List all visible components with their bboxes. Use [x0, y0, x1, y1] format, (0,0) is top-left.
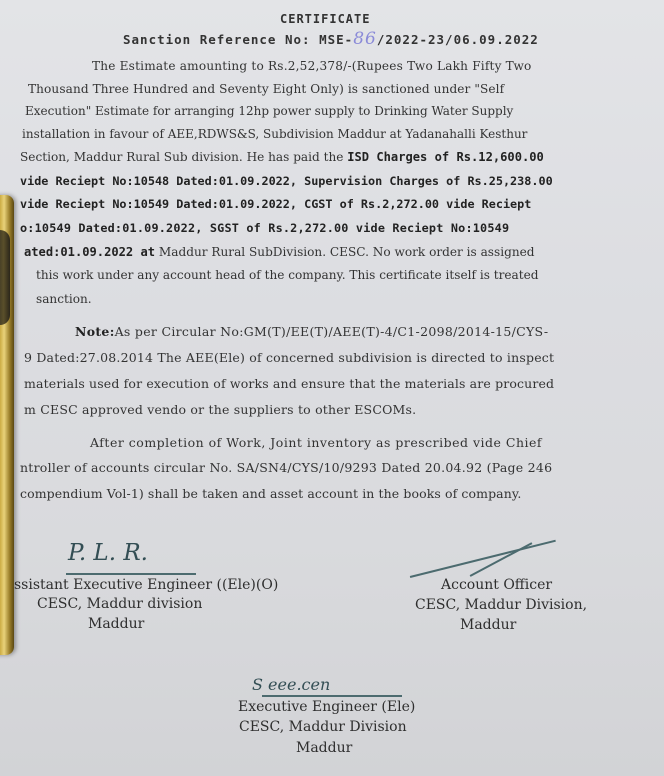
bottom-handwritten-signature: S eee.cen [252, 675, 331, 694]
para1-line-7: vide Reciept No:10549 Dated:01.09.2022, CGST of Rs.2,272.00 vide Reciept [20, 197, 532, 211]
para3-line-3: compendium Vol-1) shall be taken and asset account in the books of company. [20, 486, 522, 501]
sanction-handwritten-number: 86 [353, 29, 377, 49]
right-signatory-place: Maddur [460, 617, 517, 633]
note-label: Note: [75, 324, 115, 339]
certificate-title: CERTIFICATE [280, 12, 371, 26]
para2-line-4: m CESC approved vendo or the suppliers to other ESCOMs. [24, 402, 417, 417]
para1-line-1: The Estimate amounting to Rs.2,52,378/-(Rupees Two Lakh Fifty Two [92, 59, 532, 73]
bottom-signatory-place: Maddur [296, 740, 353, 756]
sanction-suffix: /2022-23/06.09.2022 [376, 32, 539, 47]
left-signature-stroke [66, 573, 196, 575]
bottom-signatory-org: CESC, Maddur Division [239, 719, 407, 735]
para1-line-5-start: Section, Maddur Rural Sub division. He has paid the [20, 150, 348, 164]
bottom-signatory-title: Executive Engineer (Ele) [238, 699, 416, 715]
right-signature-stroke [410, 540, 556, 578]
para2-line-3: materials used for execution of works and ensure that the materials are procured [24, 376, 555, 391]
left-signatory-place: Maddur [88, 616, 145, 632]
para1-line-8: o:10549 Dated:01.09.2022, SGST of Rs.2,272.00 vide Reciept No:10549 [20, 221, 510, 235]
sanction-reference [123, 29, 539, 49]
right-signatory-org: CESC, Maddur Division, [415, 597, 588, 613]
isd-charges: ISD Charges of Rs.12,600.00 [347, 150, 544, 164]
para1-line-2: Thousand Three Hundred and Seventy Eight Only) is sanctioned under "Self [28, 82, 505, 96]
left-signatory-title: ssistant Executive Engineer ((Ele)(O) [14, 577, 279, 593]
para1-line-9 [24, 245, 535, 260]
para3-line-1: After completion of Work, Joint inventory as prescribed vide Chief [90, 435, 543, 450]
para1-line-9-rest: Maddur Rural SubDivision. CESC. No work order is assigned [155, 245, 535, 259]
bottom-signature-stroke [262, 695, 402, 697]
para1-line-3: Execution" Estimate for arranging 12hp power supply to Drinking Water Supply [25, 104, 514, 118]
para1-line-10: this work under any account head of the company. This certificate itself is treated [36, 268, 539, 282]
para1-line-4: installation in favour of AEE,RDWS&S, Subdivision Maddur at Yadanahalli Kesthur [22, 127, 528, 141]
sanction-prefix: Sanction Reference No: MSE- [123, 32, 354, 47]
para1-line-6: vide Reciept No:10548 Dated:01.09.2022, Supervision Charges of Rs.25,238.00 [20, 174, 553, 188]
pen-clip [0, 230, 10, 325]
para1-line-9-bold: ated:01.09.2022 at [24, 245, 156, 259]
para1-line-11: sanction. [36, 292, 92, 306]
para2-line-1-text: As per Circular No:GM(T)/EE(T)/AEE(T)-4/C1-2098/2014-15/CYS- [114, 324, 549, 339]
para3-line-2: ntroller of accounts circular No. SA/SN4/CYS/10/9293 Dated 20.04.92 (Page 246 [20, 460, 553, 475]
left-handwritten-signature: P. L. R. [68, 540, 148, 566]
para2-line-1 [75, 324, 548, 339]
right-signatory-title: Account Officer [441, 577, 553, 593]
para1-line-5 [20, 150, 544, 165]
left-signatory-org: CESC, Maddur division [37, 596, 203, 612]
para2-line-2: 9 Dated:27.08.2014 The AEE(Ele) of concerned subdivision is directed to inspect [24, 350, 555, 365]
